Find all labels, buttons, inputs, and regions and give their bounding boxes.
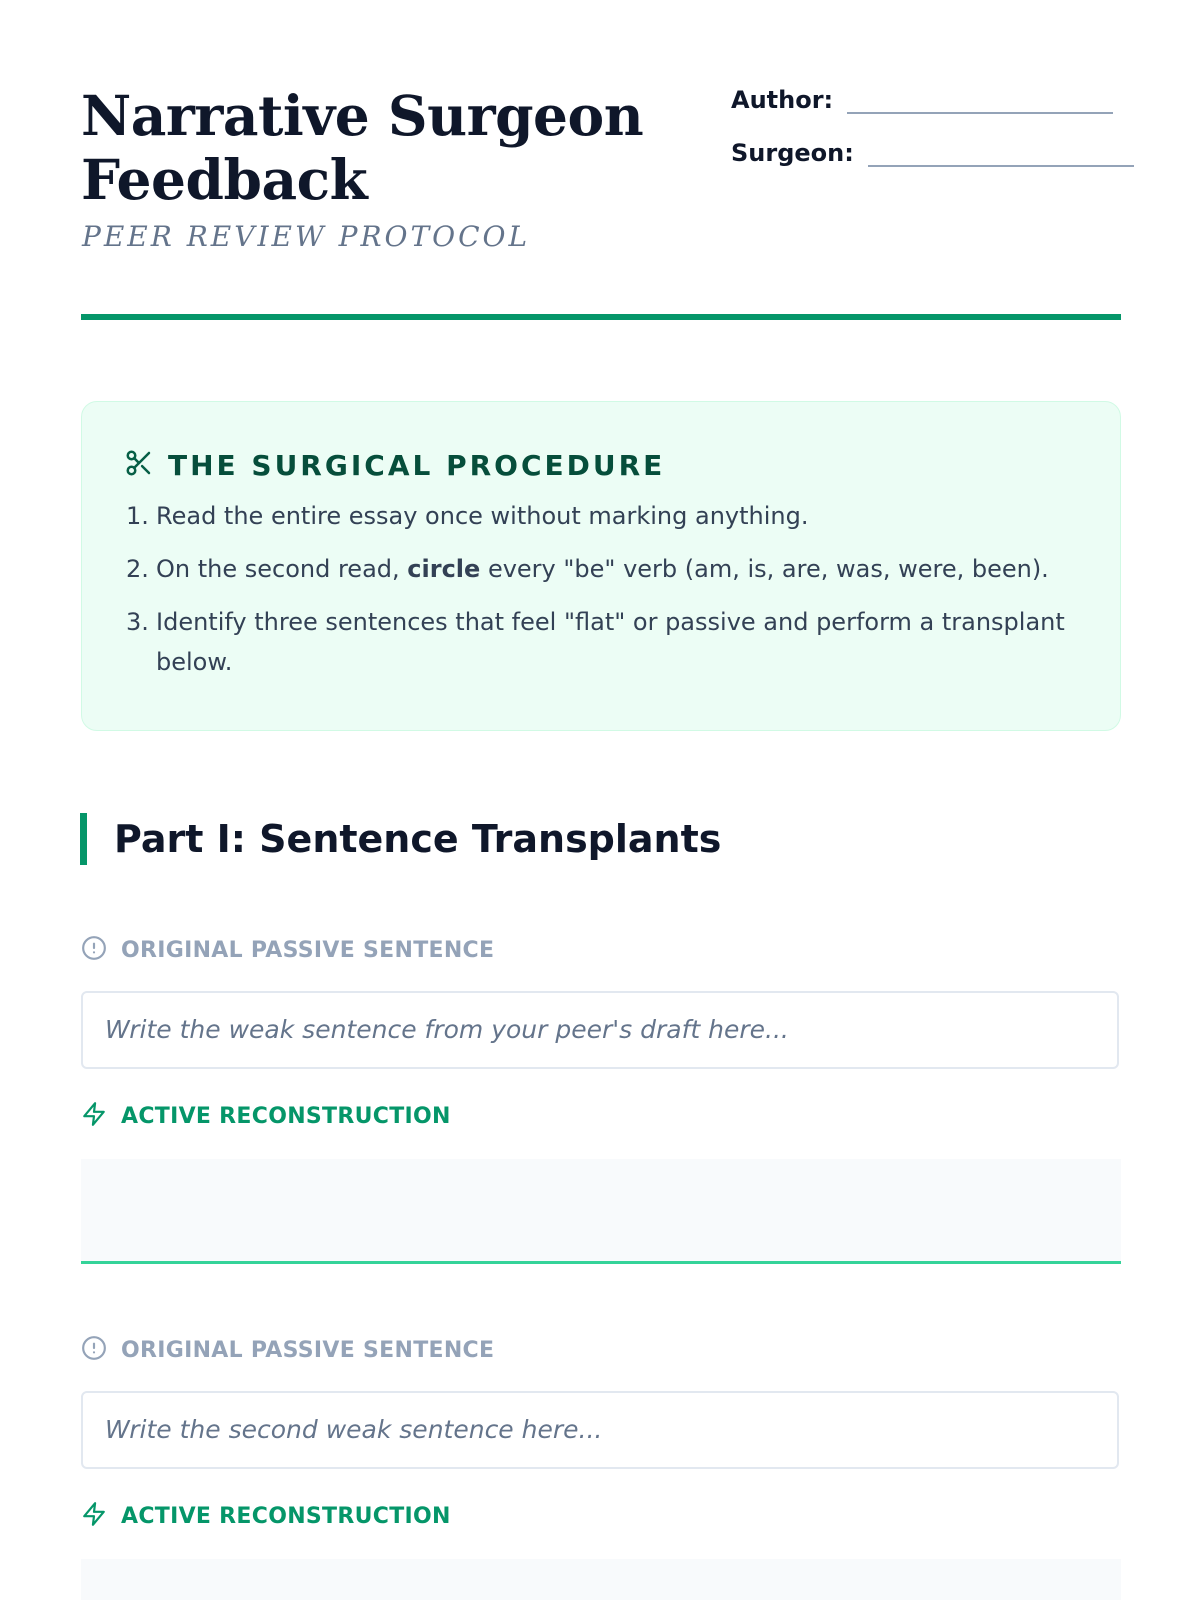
reconstruction-input-2[interactable]	[81, 1559, 1121, 1600]
original-label-text: ORIGINAL PASSIVE SENTENCE	[121, 937, 495, 963]
reconstruction-label-text: ACTIVE RECONSTRUCTION	[121, 1503, 451, 1529]
section-title: Part I: Sentence Transplants	[114, 817, 722, 861]
procedure-steps	[126, 496, 1086, 695]
original-label-text: ORIGINAL PASSIVE SENTENCE	[121, 1337, 495, 1363]
step-text-before: On the second read,	[156, 555, 408, 583]
procedure-box	[81, 401, 1121, 731]
lightning-icon	[81, 1501, 107, 1531]
procedure-step	[126, 602, 1086, 682]
procedure-step	[126, 549, 1086, 589]
scissors-icon	[124, 448, 154, 482]
page-title: Narrative Surgeon Feedback	[81, 83, 644, 212]
procedure-step	[126, 496, 1086, 536]
alert-circle-icon	[81, 1335, 107, 1365]
step-text-bold: circle	[407, 555, 481, 583]
step-text: Read the entire essay once without marking anything.	[156, 502, 809, 530]
reconstruction-label-text: ACTIVE RECONSTRUCTION	[121, 1103, 451, 1129]
section-accent-bar	[80, 813, 87, 865]
step-text-after: every "be" verb (am, is, are, was, were, been).	[480, 555, 1049, 583]
step-text	[156, 549, 1049, 589]
original-label-1	[81, 935, 494, 965]
step-text: Identify three sentences that feel "flat" or passive and perform a transplant below.	[156, 608, 1065, 676]
author-line[interactable]	[847, 88, 1113, 114]
step-number: 2.	[126, 555, 149, 583]
header-divider	[81, 314, 1121, 320]
page-subtitle: PEER REVIEW PROTOCOL	[82, 220, 531, 253]
step-number: 1.	[126, 502, 149, 530]
procedure-heading	[124, 448, 665, 482]
original-sentence-input-2[interactable]: Write the second weak sentence here...	[81, 1391, 1119, 1469]
author-field	[731, 86, 1113, 114]
author-label: Author:	[731, 86, 834, 114]
reconstruction-label-2	[81, 1501, 451, 1531]
original-label-2	[81, 1335, 494, 1365]
procedure-title: THE SURGICAL PROCEDURE	[168, 448, 666, 482]
surgeon-line[interactable]	[868, 141, 1134, 167]
surgeon-field	[731, 139, 1134, 167]
surgeon-label: Surgeon:	[731, 139, 854, 167]
original-sentence-input-1[interactable]: Write the weak sentence from your peer's draft here...	[81, 991, 1119, 1069]
step-number: 3.	[126, 608, 149, 636]
reconstruction-input-1[interactable]	[81, 1159, 1121, 1264]
reconstruction-label-1	[81, 1101, 451, 1131]
lightning-icon	[81, 1101, 107, 1131]
alert-circle-icon	[81, 935, 107, 965]
